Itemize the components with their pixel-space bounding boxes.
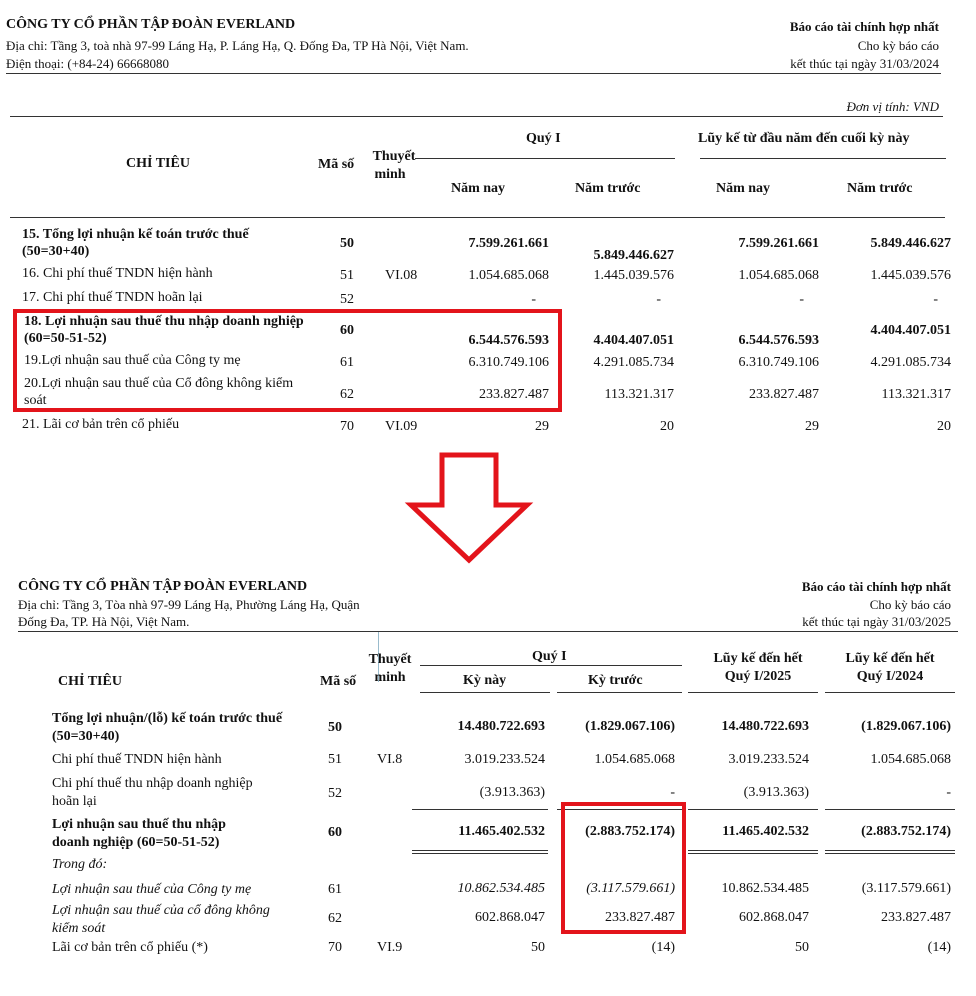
row-q-prev: (14) xyxy=(651,940,675,955)
row-code: 60 xyxy=(340,323,354,338)
row-c-now: 7.599.261.661 xyxy=(738,236,819,251)
row-q-now: 1.054.685.068 xyxy=(468,268,549,283)
row-note: VI.08 xyxy=(385,268,418,283)
company-address-2: Đống Đa, TP. Hà Nội, Việt Nam. xyxy=(18,614,190,629)
row-label: Lợi nhuận sau thuế của Công ty mẹ xyxy=(52,882,252,897)
row-label-cont: (50=30+40) xyxy=(52,729,120,744)
row-c-now: 3.019.233.524 xyxy=(728,752,809,767)
row-c-prev: - xyxy=(933,292,938,307)
unit-label: Đơn vị tính: VND xyxy=(846,99,939,114)
row-c-prev: 5.849.446.627 xyxy=(870,236,951,251)
row-q-now: 602.868.047 xyxy=(475,910,545,925)
row-q-now: 3.019.233.524 xyxy=(464,752,545,767)
row-q-now: 6.544.576.593 xyxy=(468,333,549,348)
row-c-now: 602.868.047 xyxy=(739,910,809,925)
row-c-now: 29 xyxy=(805,419,819,434)
sub-heading: Trong đó: xyxy=(52,857,108,872)
row-q-prev: (3.117.579.661) xyxy=(586,881,675,896)
row-code: 62 xyxy=(328,911,342,926)
row-label: Lãi cơ bản trên cổ phiếu (*) xyxy=(52,940,208,955)
row-q-now: 11.465.402.532 xyxy=(458,824,545,839)
col-ky-nay: Kỳ này xyxy=(463,673,507,688)
row-code: 51 xyxy=(340,268,354,283)
report-period: Cho kỳ báo cáo xyxy=(857,38,939,53)
row-c-prev: 233.827.487 xyxy=(881,910,951,925)
col-chi-tieu: CHỈ TIÊU xyxy=(58,674,122,689)
row-q-now: 50 xyxy=(531,940,545,955)
row-c-prev: 20 xyxy=(937,419,951,434)
row-q-now: 6.310.749.106 xyxy=(468,355,549,370)
row-q-prev: 5.849.446.627 xyxy=(593,248,674,263)
row-c-now: - xyxy=(799,292,804,307)
company-name: CÔNG TY CỔ PHẦN TẬP ĐOÀN EVERLAND xyxy=(18,579,308,594)
row-code: 50 xyxy=(328,720,342,735)
report-end-date: kết thúc tại ngày 31/03/2024 xyxy=(790,56,939,71)
col-lk1-line1: Lũy kế đến hết xyxy=(713,651,803,666)
row-q-now: (3.913.363) xyxy=(479,785,545,800)
row-code: 51 xyxy=(328,752,342,767)
row-q-prev: 4.291.085.734 xyxy=(593,355,674,370)
row-code: 50 xyxy=(340,236,354,251)
row-code: 61 xyxy=(340,355,354,370)
row-q-prev: 20 xyxy=(660,419,674,434)
row-label-cont: kiểm soát xyxy=(52,921,106,936)
down-arrow-icon xyxy=(402,452,534,564)
row-c-prev: (3.117.579.661) xyxy=(861,881,951,896)
row-label: 20.Lợi nhuận sau thuế của Cổ đông không kiểm xyxy=(24,376,294,391)
col-lk-nam-truoc: Năm trước xyxy=(847,181,913,196)
col-chi-tieu: CHỈ TIÊU xyxy=(126,156,190,171)
row-label: Chi phí thuế TNDN hiện hành xyxy=(52,752,222,767)
row-c-prev: (2.883.752.174) xyxy=(861,824,951,839)
row-note: VI.9 xyxy=(377,940,403,955)
row-c-now: 10.862.534.485 xyxy=(721,881,809,896)
row-c-prev: 4.404.407.051 xyxy=(870,323,951,338)
col-lk-nam-nay: Năm nay xyxy=(716,181,771,196)
col-nam-nay: Năm nay xyxy=(451,181,506,196)
row-q-prev: - xyxy=(656,292,661,307)
col-minh: minh xyxy=(374,670,406,685)
row-q-prev: (2.883.752.174) xyxy=(585,824,675,839)
col-thuyet: Thuyết xyxy=(372,149,416,164)
col-lk2-line2: Quý I/2024 xyxy=(856,669,924,684)
row-c-prev: 1.054.685.068 xyxy=(870,752,951,767)
row-c-prev: (1.829.067.106) xyxy=(861,719,951,734)
col-ky-truoc: Kỳ trước xyxy=(588,673,643,688)
col-thuyet: Thuyết xyxy=(368,652,412,667)
row-label: Chi phí thuế thu nhập doanh nghiệp xyxy=(52,776,253,791)
row-label-cont: (60=50-51-52) xyxy=(24,331,107,346)
report-title: Báo cáo tài chính hợp nhất xyxy=(789,19,939,34)
company-phone: Điện thoại: (+84-24) 66668080 xyxy=(6,56,169,71)
row-code: 61 xyxy=(328,882,342,897)
highlight-box-2025 xyxy=(561,802,686,934)
row-code: 52 xyxy=(328,786,342,801)
row-q-now: 10.862.534.485 xyxy=(457,881,545,896)
row-label: 15. Tổng lợi nhuận kế toán trước thuế xyxy=(22,227,249,242)
row-note: VI.09 xyxy=(385,419,418,434)
header-rule xyxy=(18,631,958,632)
row-q-now: 233.827.487 xyxy=(479,387,549,402)
row-label: Lợi nhuận sau thuế của cổ đông không xyxy=(52,903,270,918)
company-name: CÔNG TY CỔ PHẦN TẬP ĐOÀN EVERLAND xyxy=(6,17,296,32)
row-c-now: 233.827.487 xyxy=(749,387,819,402)
row-c-now: 50 xyxy=(795,940,809,955)
row-label: Lợi nhuận sau thuế thu nhập xyxy=(52,817,226,832)
row-code: 52 xyxy=(340,292,354,307)
company-address: Địa chỉ: Tầng 3, toà nhà 97-99 Láng Hạ, P. Láng Hạ, Q. Đống Đa, TP Hà Nội, Việt Nam. xyxy=(6,38,469,53)
row-q-prev: (1.829.067.106) xyxy=(585,719,675,734)
row-label-cont: soát xyxy=(24,393,47,408)
header-rule xyxy=(6,73,941,74)
row-q-now: 14.480.722.693 xyxy=(457,719,545,734)
col-minh: minh xyxy=(374,167,406,182)
col-ma-so: Mã số xyxy=(318,157,355,172)
company-address-1: Địa chỉ: Tầng 3, Tòa nhà 97-99 Láng Hạ, Phường Láng Hạ, Quận xyxy=(18,597,360,612)
row-c-prev: - xyxy=(946,785,951,800)
row-label: 19.Lợi nhuận sau thuế của Công ty mẹ xyxy=(24,353,241,368)
col-lk2-line1: Lũy kế đến hết xyxy=(845,651,935,666)
highlight-box-2024 xyxy=(13,309,562,412)
row-c-prev: (14) xyxy=(927,940,951,955)
row-label: 18. Lợi nhuận sau thuế thu nhập doanh nghiệp xyxy=(24,314,304,329)
row-note: VI.8 xyxy=(377,752,403,767)
row-q-prev: - xyxy=(670,785,675,800)
row-c-now: 6.310.749.106 xyxy=(738,355,819,370)
col-quy-i: Quý I xyxy=(526,131,561,146)
row-q-now: - xyxy=(531,292,536,307)
row-q-prev: 113.321.317 xyxy=(604,387,674,402)
row-q-prev: 4.404.407.051 xyxy=(593,333,674,348)
row-q-prev: 1.445.039.576 xyxy=(593,268,674,283)
row-label-cont: doanh nghiệp (60=50-51-52) xyxy=(52,835,220,850)
row-c-now: 11.465.402.532 xyxy=(722,824,809,839)
row-q-now: 7.599.261.661 xyxy=(468,236,549,251)
row-q-prev: 1.054.685.068 xyxy=(594,752,675,767)
col-luy-ke: Lũy kế từ đầu năm đến cuối kỳ này xyxy=(698,131,910,146)
row-q-now: 29 xyxy=(535,419,549,434)
row-code: 60 xyxy=(328,825,342,840)
row-code: 70 xyxy=(328,940,342,955)
row-label: 17. Chi phí thuế TNDN hoãn lại xyxy=(22,290,203,305)
col-ma-so: Mã số xyxy=(320,674,357,689)
table-top-rule xyxy=(10,116,943,117)
col-quy-i: Quý I xyxy=(532,649,567,664)
row-c-now: 1.054.685.068 xyxy=(738,268,819,283)
row-c-prev: 113.321.317 xyxy=(881,387,951,402)
row-label-cont: (50=30+40) xyxy=(22,244,90,259)
col-lk1-line2: Quý I/2025 xyxy=(724,669,792,684)
report-end-date: kết thúc tại ngày 31/03/2025 xyxy=(802,614,951,629)
row-c-prev: 1.445.039.576 xyxy=(870,268,951,283)
row-label: 16. Chi phí thuế TNDN hiện hành xyxy=(22,266,213,281)
row-c-prev: 4.291.085.734 xyxy=(870,355,951,370)
row-label: 21. Lãi cơ bản trên cổ phiếu xyxy=(22,417,180,432)
row-c-now: 14.480.722.693 xyxy=(721,719,809,734)
report-period: Cho kỳ báo cáo xyxy=(869,597,951,612)
row-label: Tổng lợi nhuận/(lỗ) kế toán trước thuế xyxy=(52,711,283,726)
row-code: 62 xyxy=(340,387,354,402)
col-nam-truoc: Năm trước xyxy=(575,181,641,196)
row-c-now: (3.913.363) xyxy=(743,785,809,800)
row-c-now: 6.544.576.593 xyxy=(738,333,819,348)
row-label-cont: hoãn lại xyxy=(52,794,97,809)
row-code: 70 xyxy=(340,419,354,434)
row-q-prev: 233.827.487 xyxy=(605,910,675,925)
report-title: Báo cáo tài chính hợp nhất xyxy=(801,579,951,594)
